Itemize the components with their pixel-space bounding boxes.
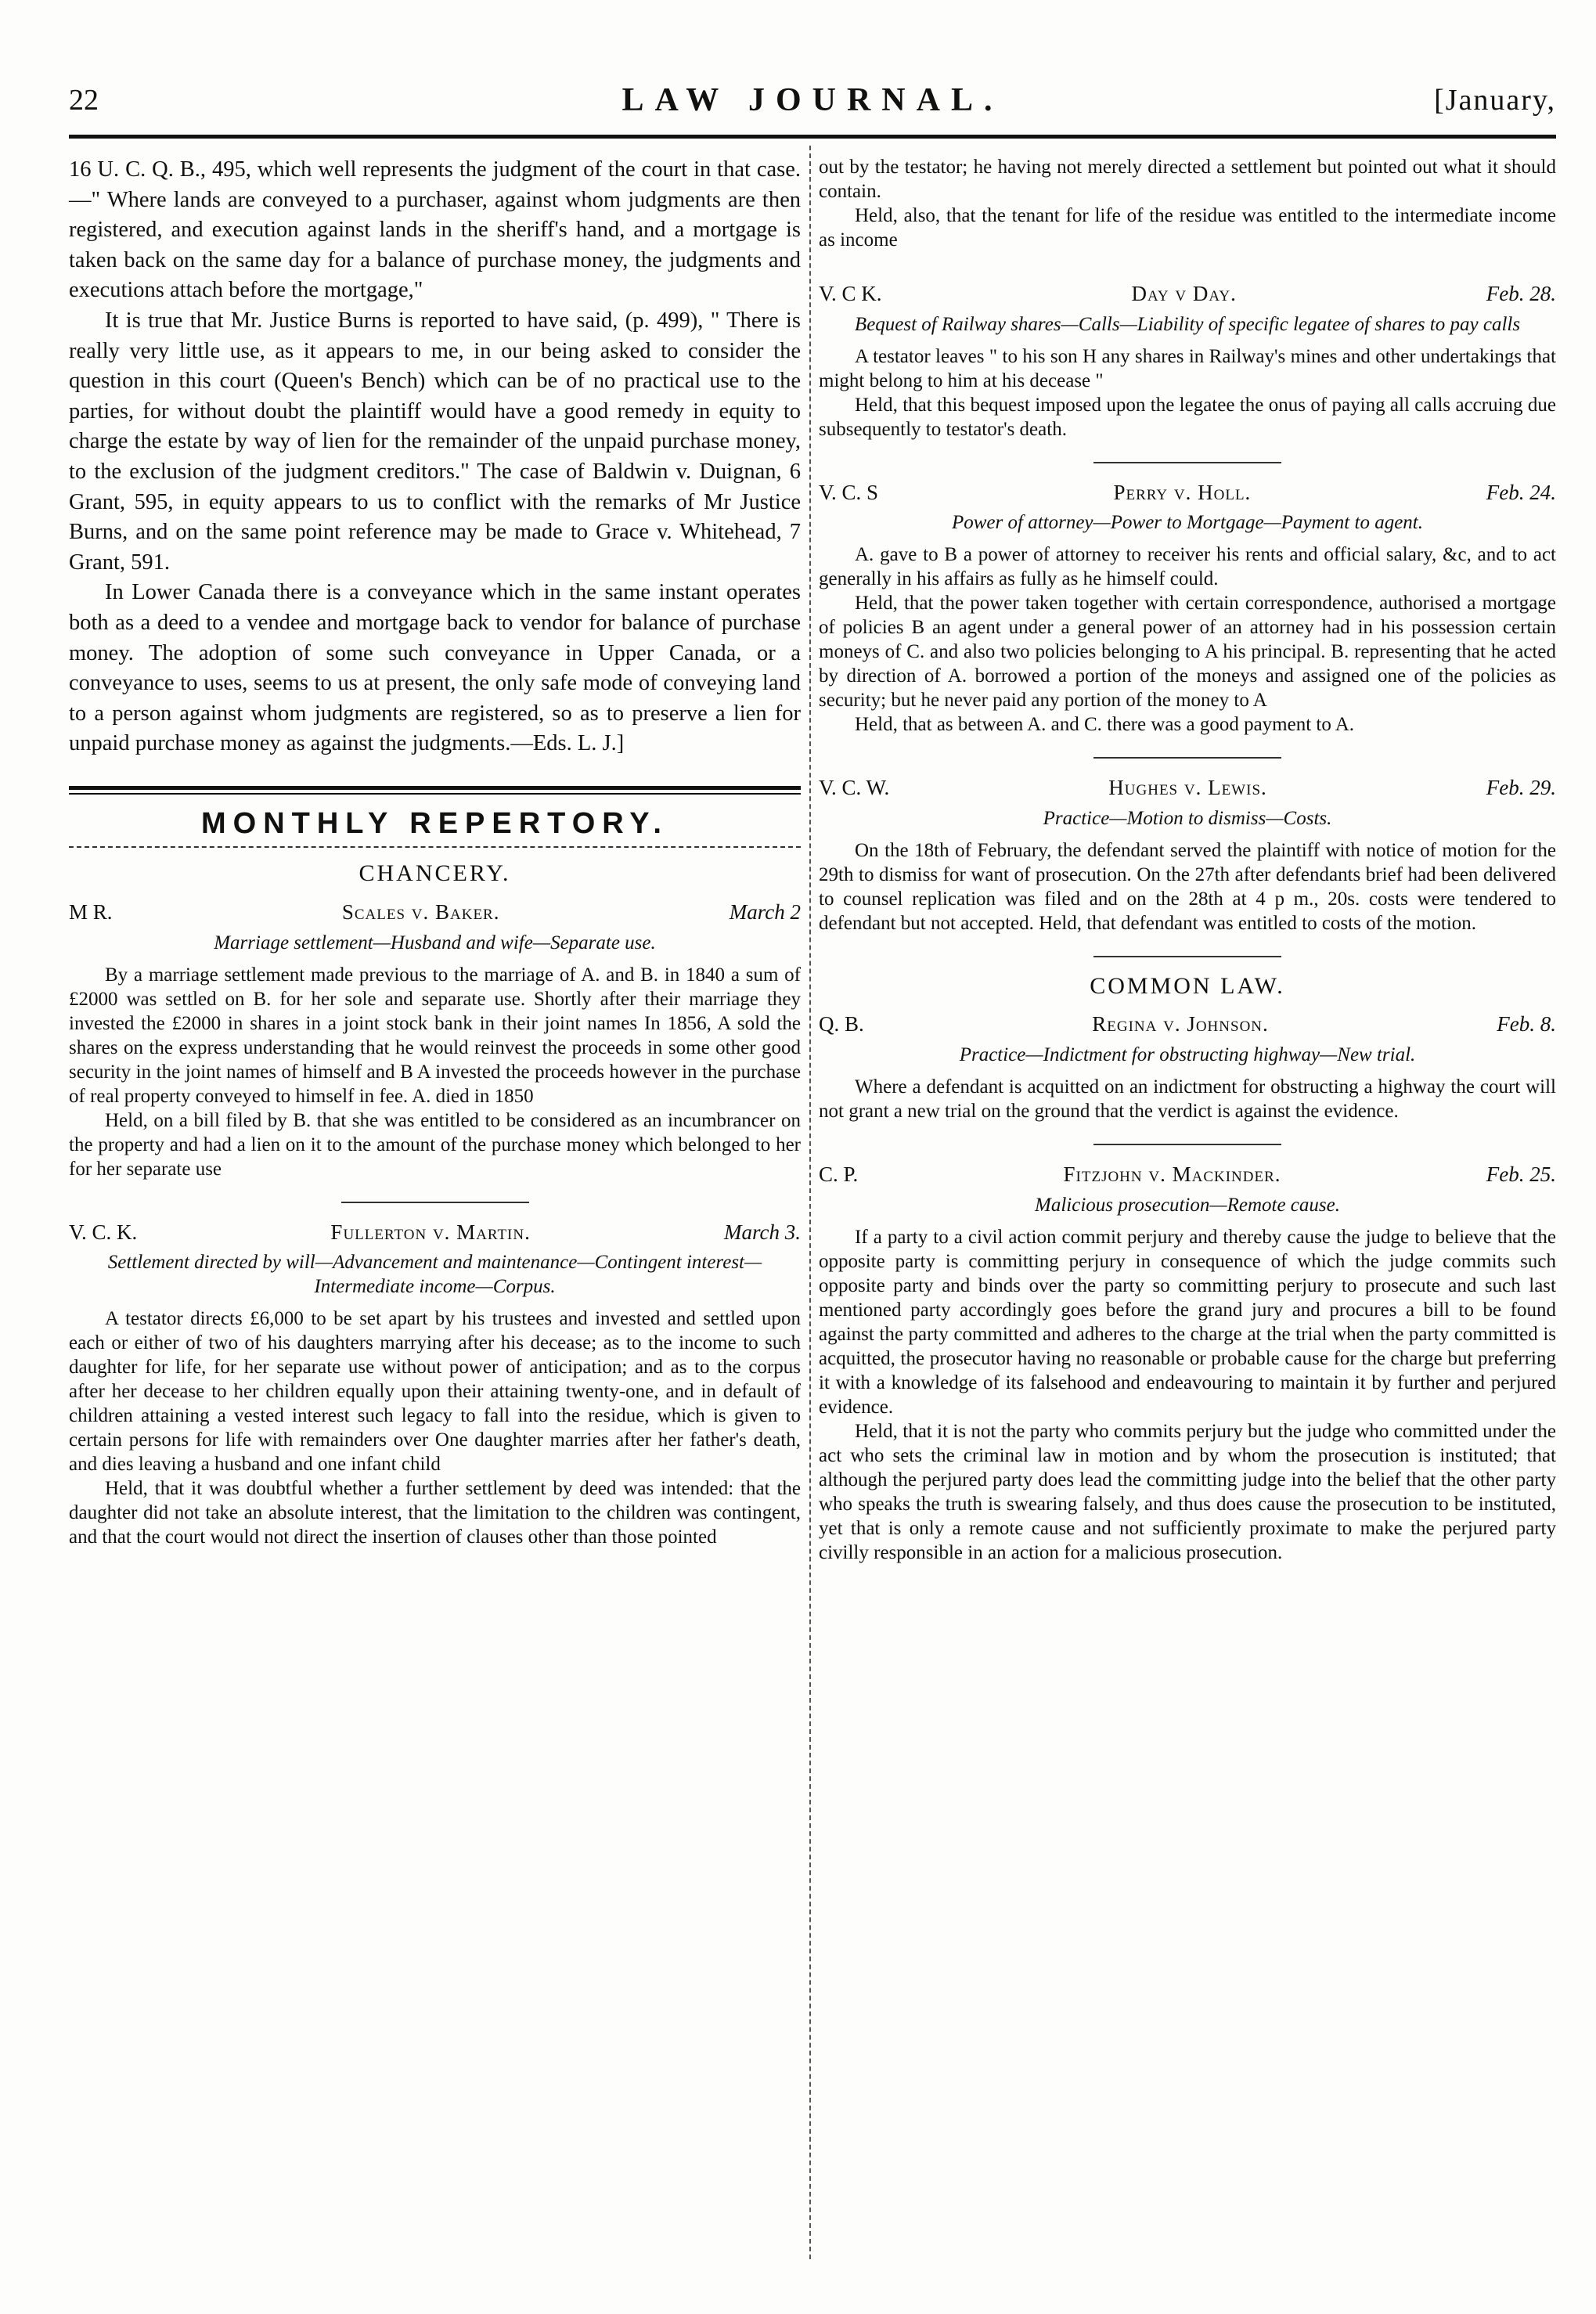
case-headnote: Practice—Indictment for obstructing highway—New trial. [959,1043,1416,1065]
case-court: V. C K. [819,282,882,305]
case-held: Held, that the power taken together with certain correspondence, authorised a mortgage of policies B an agent under a general power of an attorney had in his possession certain moneys of C. and also two policies belonging to A his principal. B. representing that he acted by direction of A. borrowed a portion of the moneys and assigned one of the policies as security; but he never paid any portion of the money to A [819,593,1556,712]
right-column [819,155,1556,1565]
case-date: Feb. 24. [1486,480,1556,504]
case-heading [69,897,801,928]
case-date: Feb. 8. [1497,1012,1556,1036]
page-number: 22 [69,84,99,117]
section-title: MONTHLY REPERTORY. [201,806,668,840]
case-parties: Regina v. Johnson. [1092,1012,1269,1036]
case-heading [819,1009,1556,1040]
case-headnote: Malicious prosecution—Remote cause. [1035,1194,1340,1216]
case-held: Held, also, that the tenant for life of the residue was entitled to the intermediate income as income [819,205,1556,251]
case-parties: Hughes v. Lewis. [1108,776,1267,800]
column-divider [809,146,811,2259]
case-body: A testator leaves " to his son H any shares in Railway's mines and other undertakings that might belong to him at his decease " [819,345,1556,391]
case-body: On the 18th of February, the defendant served the plaintiff with notice of motion for the 29th to dismiss for want of prosecution. On the 27th after defendants brief had been delivered to counsel replication was filed and on the 28th at 4 p m., 20s. costs were tendered to defendant but not accepted. Held, that defendant was entitled to costs of the motion. [819,839,1556,934]
case-separator [1093,757,1281,759]
editorial-paragraph: In Lower Canada there is a conveyance which in the same instant operates both as a deed to a vendee and mortgage back to vendor for balance of purchase money. The adoption of some such conveyance in Upper Canada, or a conveyance to uses, seems to us at present, the only safe mode of conveying land to a person against whom judgments are registered, so as to preserve a lien for unpaid purchase money as against the judgments.—Eds. L. J.] [69,580,801,756]
case-parties: Fullerton v. Martin. [330,1220,531,1244]
section-dash-rule [69,846,801,848]
case-date: Feb. 25. [1486,1162,1556,1186]
left-column [69,155,801,1549]
case-continuation: out by the testator; he having not merely directed a settlement but pointed out what it should contain. [819,157,1556,202]
case-date: March 3. [724,1220,801,1244]
case-held: Held, on a bill filed by B. that she was entitled to be considered as an incumbrancer on the property and had a lien on it to the amount of the purchase money which belonged to her for her separate use [69,1109,801,1180]
case-date: Feb. 28. [1486,282,1556,305]
page-header [69,78,1556,125]
header-rule [69,135,1556,139]
case-parties: Perry v. Holl. [1113,480,1252,504]
case-parties: Scales v. Baker. [341,900,500,925]
case-held: Held, that it was doubtful whether a further settlement by deed was intended: that the daughter did not take an absolute interest, that the limitation to the children was contingent, and that the court would not direct the insertion of clauses other than those pointed [69,1478,801,1548]
case-separator [1093,956,1281,957]
case-heading [819,478,1556,508]
case-headnote: Marriage settlement—Husband and wife—Separate use. [214,932,656,953]
case-heading [819,1159,1556,1190]
editorial-paragraph: 16 U. C. Q. B., 495, which well represents the judgment of the court in that case.—" Where lands are conveyed to a purchaser, against whom judgments are then registered, and execution against lands in the sheriff's hand, and a mortgage is taken back on the same day for a balance of purchase money, the judgments and executions attach before the mortgage," [69,157,801,303]
case-held: Held, that this bequest imposed upon the legatee the onus of paying all calls accruing due subsequently to testator's death. [819,394,1556,440]
case-separator [1093,1144,1281,1145]
case-separator [341,1202,529,1203]
case-headnote: Settlement directed by will—Advancement and maintenance—Contingent interest—Intermediate income—Corpus. [107,1252,762,1298]
case-court: V. C. S [819,480,879,504]
case-court: V. C. W. [819,776,890,800]
case-parties: Fitzjohn v. Mackinder. [1063,1162,1281,1186]
case-heading [819,773,1556,803]
case-separator [1093,462,1281,463]
case-court: C. P. [819,1162,859,1186]
case-headnote: Bequest of Railway shares—Calls—Liability of specific legatee of shares to pay calls [854,313,1521,335]
issue-month: [January, [1434,84,1556,117]
case-date: Feb. 29. [1486,776,1556,800]
case-body: A. gave to B a power of attorney to receiver his rents and official salary, &c, and to act generally in his affairs as fully as he himself could. [819,544,1556,590]
case-heading [69,1217,801,1248]
section-rule [69,786,801,795]
chancery-heading: CHANCERY. [358,860,511,887]
case-heading [819,279,1556,309]
journal-title: LAW JOURNAL. [621,82,1003,118]
case-parties: Day v Day. [1131,282,1237,305]
case-headnote: Practice—Motion to dismiss—Costs. [1043,807,1332,829]
journal-page [69,78,1556,2286]
case-court: Q. B. [819,1012,864,1036]
case-headnote: Power of attorney—Power to Mortgage—Payment to agent. [951,512,1423,534]
case-body: Where a defendant is acquitted on an indictment for obstructing a highway the court will not grant a new trial on the ground that the verdict is against the evidence. [819,1076,1556,1122]
case-body: By a marriage settlement made previous to the marriage of A. and B. in 1840 a sum of £2000 was settled on B. for her sole and separate use. Shortly after their marriage they invested the £2000 in shares in a joint stock bank in their joint names In 1856, A sold the shares on the express understanding that he would reinvest the proceeds in some other good security in the joint names of himself and B A invested the proceeds however in the purchase of real property conveyed to himself in fee. A. died in 1850 [69,964,801,1107]
common-law-heading: COMMON LAW. [1090,972,1285,999]
case-body: If a party to a civil action commit perjury and thereby cause the judge to believe that the opposite party is committing perjury in consequence of which the judge commits such opposite party and binds over the party so committing perjury to prosecute and such last mentioned party accordingly goes before the grand jury and procures a bill to be found against the party committed and adheres to the charge at the trial when the party committed is acquitted, the prosecutor having no reasonable or probable cause for the charge but preferring it with a knowledge of its falsehood and endeavouring to maintain it by further and perjured evidence. [819,1226,1556,1418]
case-held: Held, that it is not the party who commits perjury but the judge who committed under the act who sets the criminal law in motion and by whom the prosecution is instituted; that although the perjured party does lead the committing judge into the belief that the other party who speaks the truth is swearing falsely, and thus does cause the prosecution to be instituted, yet that is only a remote cause and not sufficiently proximate to make the perjured party civilly responsible in an action for a malicious prosecution. [819,1420,1556,1563]
case-court: V. C. K. [69,1220,138,1244]
case-held: Held, that as between A. and C. there was a good payment to A. [855,714,1355,736]
case-date: March 2 [729,900,801,925]
case-body: A testator directs £6,000 to be set apart by his trustees and invested and settled upon each or either of two of his daughters marrying after his decease; as to the income to such daughter for life, for her separate use without power of anticipation; and as to the corpus after her decease to her children equally upon their attaining twenty-one, and in default of children attaining a vested interest such legacy to fall into the residue, which is given to certain persons for life with remainders over One daughter marries after her father's death, and dies leaving a husband and one infant child [69,1308,801,1476]
case-court: M R. [69,900,113,925]
editorial-paragraph: It is true that Mr. Justice Burns is reported to have said, (p. 499), " There is really very little use, as it appears to me, in our being asked to consider the question in this court (Queen's Bench) which can be of no practical use to the parties, for without doubt the plaintiff would have a good remedy in equity to charge the estate by way of lien for the remainder of the unpaid purchase money, to the exclusion of the judgment creditors." The case of Baldwin v. Duignan, 6 Grant, 595, in equity appears to us to conflict with the remarks of Mr Justice Burns, and on the same point reference may be made to Grace v. Whitehead, 7 Grant, 591. [69,308,801,575]
